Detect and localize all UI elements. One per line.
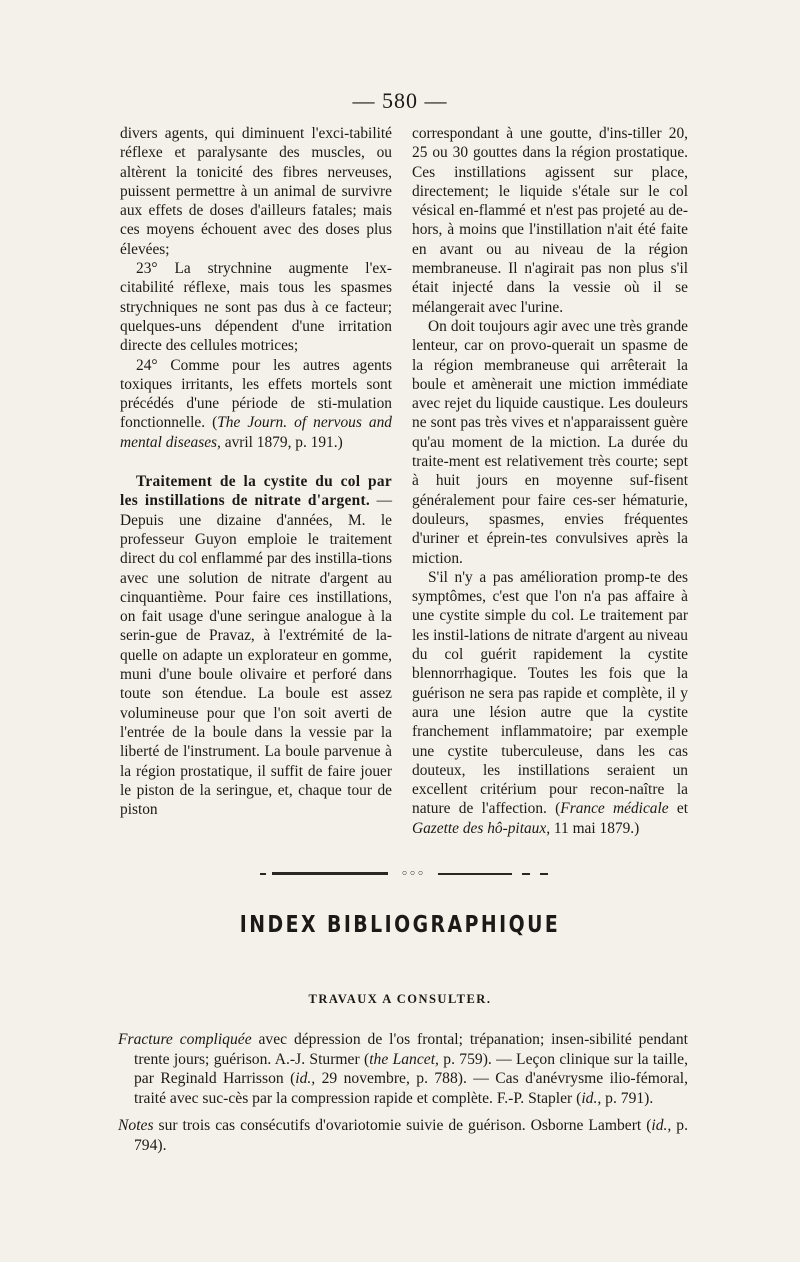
left-paragraph-1: divers agents, qui diminuent l'exci-tabilité réflexe et paralysante des muscles, ou altèrent la tonicité des fibres nerveuses, puissent permettre à un animal de survivre aux effets de doses d'ailleurs fatales; mais ces moyens échouent avec des doses plus élevées; [120, 125, 392, 258]
right-paragraph-3 [412, 568, 688, 838]
divider-line-right [438, 873, 512, 875]
entry1-source: the Lancet, [369, 1050, 439, 1068]
entry1-text3: 29 novembre, p. 788). — Cas d'anévrysme ilio-fémoral, traité avec suc-cès par la compression rapide et complète. F.-P. Stapler ( [134, 1070, 688, 1107]
entry2-text2: p. 794). [134, 1117, 688, 1154]
section-spacer [120, 452, 392, 472]
divider-dash [522, 873, 530, 875]
right-p3-end: 11 mai 1879.) [550, 819, 640, 837]
right-p3-and: et [668, 800, 688, 818]
index-subtitle: TRAVAUX A CONSULTER. [308, 992, 492, 1006]
left-paragraph-2: 23° La strychnine augmente l'ex-citabilité réflexe, mais tous les spasmes strychniques ne sont pas dus à ce facteur; quelques-uns dépendent d'une irritation directe des cellules motrices; [120, 260, 392, 355]
left-p3-source: The Journ. of nervous and mental diseases, [120, 414, 392, 451]
divider-dash [260, 873, 266, 875]
right-p3-source2: Gazette des hô-pitaux, [412, 819, 551, 837]
left-paragraph-3 [120, 356, 392, 452]
biblio-entry [118, 1030, 688, 1108]
divider-ornament: ◦◦◦ [400, 867, 426, 880]
section-paragraph [120, 472, 392, 819]
entry1-text4: p. 791). [601, 1089, 654, 1107]
section-title: Traitement de la cystite du col par les instillations de nitrate d'argent. [120, 473, 392, 510]
left-column [120, 124, 392, 819]
entry1-source3: id., [581, 1089, 602, 1107]
right-column [412, 124, 688, 838]
entry1-source2: id., [295, 1070, 316, 1087]
left-p3-end: avril 1879, p. 191.) [220, 433, 343, 451]
left-p3-text: 24° Comme pour les autres agents toxiques irritants, les effets mortels sont précédés d'une période de sti-mulation fonctionnelle. ( [120, 356, 392, 432]
right-paragraph-1: correspondant à une goutte, d'ins-tiller 20, 25 ou 30 gouttes dans la région prostatique. Ces instillations agissent sur place, directement; le liquide s'étale sur le col vésical en-flammé et n'est pas projeté au de-hors, à moins que l'instillation n'ait été faite en avant ou au niveau de la région membraneuse. Il n'agirait pas non plus s'il était injecté dans la vessie où il se mélangerait avec l'urine. [412, 125, 688, 316]
biblio-entry [118, 1116, 688, 1155]
bibliography-list [118, 1030, 688, 1163]
divider-dash [540, 873, 548, 875]
entry1-text2: p. 759). — Leçon clinique sur la taille, par Reginald Harrisson ( [134, 1050, 688, 1087]
index-title: INDEX BIBLIOGRAPHIQUE [239, 912, 561, 938]
right-paragraph-2: On doit toujours agir avec une très grande lenteur, car on provo-querait un spasme de la région membraneuse qui arrêterait la boule et amènerait une miction immédiate avec rejet du liquide caustique. Les douleurs ne sont pas très vives et n'apparaissent guère qu'au moment de la miction. La durée du traite-ment est relativement très courte; sept à huit jours en moyenne suf-fisent généralement pour faire ces-ser hématurie, douleurs, spasmes, envies fréquentes d'uriner et éprein-tes convulsives après la miction. [412, 317, 688, 567]
entry2-text: sur trois cas consécutifs d'ovariotomie suivie de guérison. Osborne Lambert ( [153, 1117, 652, 1134]
right-p3-source: France médicale [560, 800, 669, 818]
entry1-text: avec dépression de l'os frontal; trépanation; insen-sibilité pendant trente jours; guérison. A.-J. Sturmer ( [134, 1031, 688, 1068]
ornamental-divider [260, 868, 550, 880]
right-p3-text: S'il n'y a pas amélioration promp-te des symptômes, c'est que l'on n'a pas affaire à une cystite simple du col. Le traitement par les instil-lations de nitrate d'argent au niveau du col guérit rapidement la cystite blennorrhagique. Toutes les fois que la guérison ne sera pas rapide et complète, il y aura une lésion autre que la cystite franchement inflammatoire; par exemple une cystite tuberculeuse, dans les cas douteux, les instillations seraient un excellent critérium pour recon-naître la nature de l'affection. ( [412, 568, 688, 818]
page-number: — 580 — [352, 88, 448, 113]
section-text: — Depuis une dizaine d'années, M. le professeur Guyon emploie le traitement direct du col enflammé par des instilla-tions avec une solution de nitrate d'argent au cinquantième. Pour faire ces instillations, on fait usage d'une seringue analogue à la serin-gue de Pravaz, à l'extrémité de la-quelle on adapte un explorateur en gomme, muni d'une boule olivaire et perforé dans toute son étendue. La boule est assez volumineuse pour que l'on soit averti de l'entrée de la boule dans la vessie par la liberté de l'instrument. La boule parvenue à la région prostatique, il suffit de faire jouer le piston de la seringue, et, chaque tour de piston [120, 492, 392, 819]
entry1-lead: Fracture compliquée [118, 1031, 252, 1048]
entry2-source: id., [651, 1117, 672, 1134]
entry2-lead: Notes [118, 1117, 154, 1134]
divider-line-left [272, 872, 388, 875]
